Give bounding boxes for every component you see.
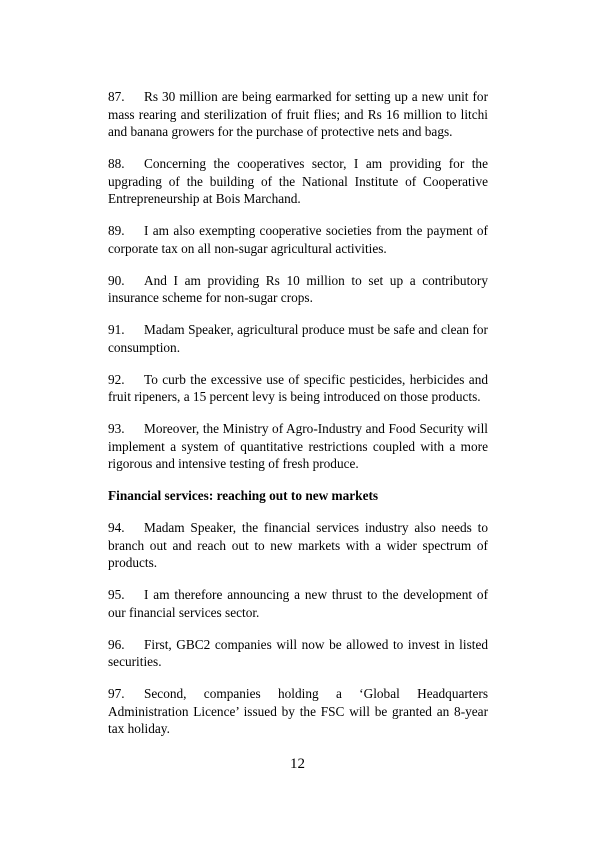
paragraph-91 bbox=[108, 321, 488, 356]
paragraph-text: Madam Speaker, the financial services industry also needs to branch out and reach out to new markets with a wider spectrum of products. bbox=[108, 520, 488, 570]
paragraph-88 bbox=[108, 155, 488, 208]
paragraph-number: 87. bbox=[108, 89, 125, 104]
paragraph-number: 95. bbox=[108, 587, 125, 602]
paragraph-text: First, GBC2 companies will now be allowed to invest in listed securities. bbox=[108, 636, 488, 669]
paragraph-number: 96. bbox=[108, 636, 125, 652]
paragraph-94 bbox=[108, 519, 488, 572]
paragraph-text: Moreover, the Ministry of Agro-Industry and Food Security will implement a system of quantitative restrictions coupled with a more rigorous and intensive testing of fresh produce. bbox=[108, 421, 488, 471]
paragraph-number: 94. bbox=[108, 520, 125, 535]
paragraph-95 bbox=[108, 586, 488, 621]
paragraph-text: I am also exempting cooperative societies from the payment of corporate tax on all non-sugar agricultural activities. bbox=[108, 223, 488, 256]
paragraph-number: 90. bbox=[108, 272, 125, 288]
paragraph-text: I am therefore announcing a new thrust to the development of our financial services sector. bbox=[108, 587, 488, 620]
paragraph-text: Concerning the cooperatives sector, I am providing for the upgrading of the building of the National Institute of Cooperative Entrepreneurship at Bois Marchand. bbox=[108, 156, 488, 206]
paragraph-number: 97. bbox=[108, 686, 125, 701]
paragraph-text: Rs 30 million are being earmarked for setting up a new unit for mass rearing and sterilization of fruit flies; and Rs 16 million to litchi and banana growers for the purchase of protective nets and bags. bbox=[108, 89, 488, 139]
paragraph-number: 89. bbox=[108, 223, 125, 238]
paragraph-number: 93. bbox=[108, 421, 125, 436]
paragraph-number: 88. bbox=[108, 156, 125, 171]
paragraph-text: To curb the excessive use of specific pesticides, herbicides and fruit ripeners, a 15 percent levy is being introduced on those products. bbox=[108, 371, 488, 404]
paragraph-90 bbox=[108, 272, 488, 307]
paragraph-87 bbox=[108, 88, 488, 141]
paragraph-text: And I am providing Rs 10 million to set up a contributory insurance scheme for non-sugar crops. bbox=[108, 272, 488, 305]
paragraph-97 bbox=[108, 685, 488, 738]
paragraph-text: Madam Speaker, agricultural produce must be safe and clean for consumption. bbox=[108, 322, 488, 355]
paragraph-89 bbox=[108, 222, 488, 257]
page-body bbox=[108, 88, 488, 752]
section-heading: Financial services: reaching out to new markets bbox=[108, 488, 379, 503]
paragraph-number: 91. bbox=[108, 322, 125, 337]
paragraph-96 bbox=[108, 636, 488, 671]
paragraph-number: 92. bbox=[108, 371, 125, 387]
page-number: 12 bbox=[290, 756, 305, 772]
paragraph-92 bbox=[108, 371, 488, 406]
paragraph-93 bbox=[108, 420, 488, 473]
paragraph-text: Second, companies holding a ‘Global Headquarters Administration Licence’ issued by the FSC will be granted an 8-year tax holiday. bbox=[108, 686, 488, 736]
